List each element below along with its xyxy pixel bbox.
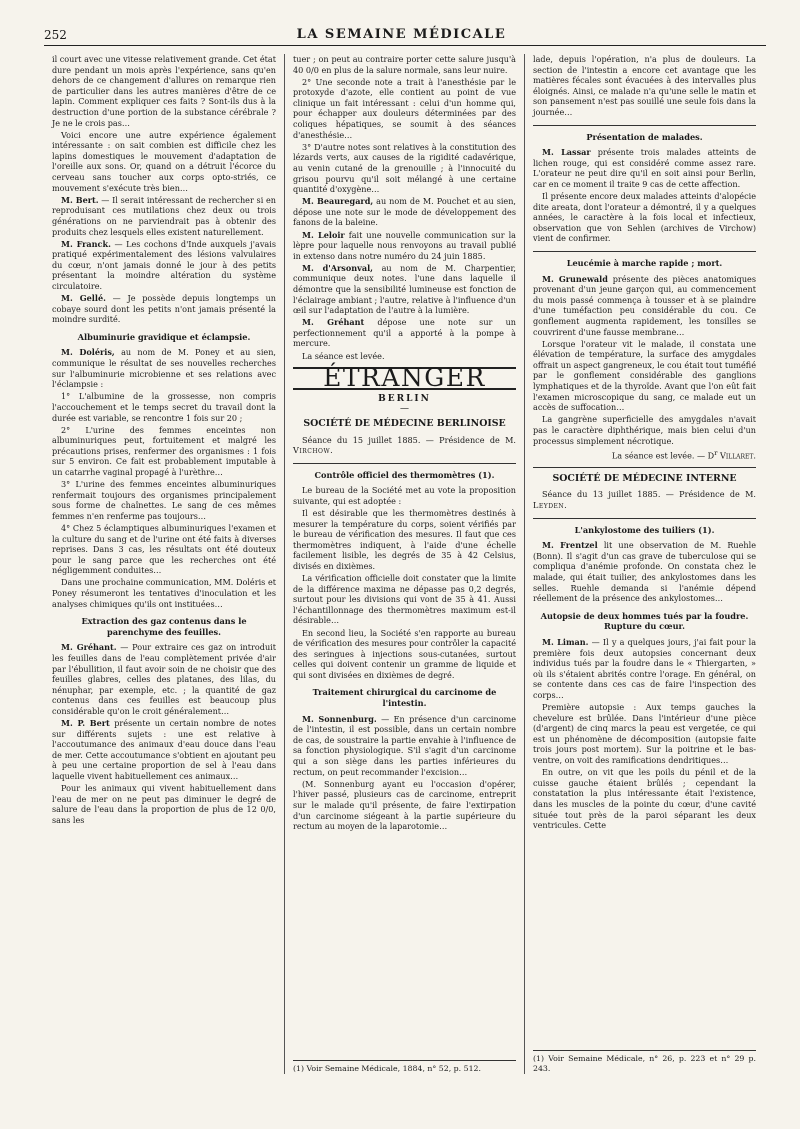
paragraph: La gangrène superficielle des amygdales n'avait pas le caractère diphthérique, mais bien celui d'un processus simplement nécrotique.: [533, 414, 756, 446]
speaker-paragraph: [293, 196, 516, 228]
paragraph: lade, depuis l'opération, n'a plus de douleurs. La section de l'intestin a encore cet avantage que les matières fécales sont évacuées à des intervalles plus éloignés. Ainsi, ce malade n'a qu'une selle le matin et son pansement n'est pas souillé une seule fois dans la journée…: [533, 54, 756, 117]
paragraph: 2° Une seconde note a trait à l'anesthésie par le protoxyde d'azote, elle contient au point de vue clinique un fait intéressant : celui d'un homme qui, pour échapper aux douleurs déterminées par des coliques hépatiques, se soumit à des séances d'anesthésie…: [293, 76, 516, 140]
speaker-text: — Il serait intéressant de rechercher si en reproduisant ces mutilations chez deux ou trois générations on ne parviendrait pas à obtenir des produits chez lesquels elles existent naturellement.: [52, 194, 277, 237]
speaker-paragraph: [52, 642, 276, 716]
speaker-paragraph: [52, 195, 276, 237]
session-date: Séance du 13 juillet 1885. — Présidence de M.: [542, 489, 756, 500]
etranger-heading: ÉTRANGER: [293, 367, 516, 390]
speaker-paragraph: [293, 317, 516, 349]
speaker-text: dépose une note sur un perfectionnement qu'il a apporté à la pompe à mercure.: [293, 317, 516, 349]
speaker-text: — Il y a quelques jours, j'ai fait pour la première fois deux autopsies concernant deux individus tués par la foudre dans le « Thiergarten, » où ils s'étaient abrités contre l'orage. En général, on se contente dans ces cas de faire l'inspection des corps…: [533, 637, 757, 700]
section-heading: Albuminurie gravidique et éclampsie.: [77, 331, 251, 342]
paragraph: (M. Sonnenburg ayant eu l'occasion d'opérer, l'hiver passé, plusieurs cas de carcinome, entreprit sur le malade qu'il présente, de faire l'extirpation d'un carcinome siégeant à la partie supérieure du rectum au moyen de la laparotomie…: [293, 778, 516, 832]
session-meta: [293, 435, 516, 456]
speaker-name: M. Gréhant.: [61, 642, 117, 653]
speaker-paragraph: [293, 230, 516, 262]
footnote: (1) Voir Semaine Médicale, n° 26, p. 223 et n° 29 p. 243.: [533, 1050, 756, 1074]
paragraph: La vérification officielle doit constater que la limite de la différence maxima ne dépasse pas 0,2 degrés, surtout pour les divisions qui vont de 35 à 41. Aussi l'échantillonnage des thermomètres maximum est-il désirable…: [293, 573, 516, 626]
paragraph: Il présente encore deux malades atteints d'alopécie dite areata, dont l'orateur a démontré, il y a quelques années, le caractère à la fois local et infectieux, observation que von Sehlen (archives de Virchow) vient de confirmer.: [533, 191, 756, 244]
speaker-name: M. d'Arsonval,: [302, 262, 373, 273]
page-header: [44, 22, 766, 46]
paragraph: tuer ; on peut au contraire porter cette salure jusqu'à 40 0/0 en plus de la salure normale, sans leur nuire.: [293, 54, 516, 75]
speaker-paragraph: [293, 714, 516, 778]
section-heading: Leucémie à marche rapide ; mort.: [533, 251, 756, 269]
speaker-text: présente trois malades atteints de lichen rouge, qui est considéré comme assez rare. L'orateur ne peut dire qu'il en soit ainsi pour Berlin, car en ce moment il traite 9 cas de cette affection.: [533, 147, 757, 189]
paragraph: Lorsque l'orateur vit le malade, il constata une élévation de température, la surface des amygdales offrait un aspect gangreneux, le cou était tout tuméfié par le gonflement considérable des ganglions lymphatiques et de la thyroïde. Avant que l'on eût fait l'examen microscopique du sang, ce malade eut un accès de suffocation…: [533, 338, 756, 413]
author-name: Villaret.: [720, 450, 756, 461]
text-columns: [44, 54, 766, 1074]
session-date: Séance du 15 juillet 1885. — Présidence de M.: [302, 434, 516, 445]
journal-title: LA SEMAINE MÉDICALE: [296, 27, 507, 42]
paragraph: Dans une prochaine communication, MM. Doléris et Poney résumeront les tentatives d'inoculation et les analyses chimiques qu'ils ont instituées…: [52, 577, 276, 609]
list-item: 2° L'urine des femmes enceintes non albuminuriques peut, fortuitement et malgré les précautions prises, renfermer des organismes : 1 fois sur 5 environ. Ce fait est probablement imputable à un catarrhe vaginal propagé à l'urèthre…: [52, 424, 276, 477]
society-heading: SOCIÉTÉ DE MÉDECINE INTERNE: [533, 467, 756, 485]
speaker-text: présente un certain nombre de notes sur différents sujets : une est relative à l'accoutumance des animaux d'eau douce dans l'eau de mer. Cette accoutumance s'obtient en ajoutant peu à peu une certaine proportion de sel à l'eau dans laquelle vivent habituellement ces animaux…: [52, 718, 276, 781]
speaker-text: — En présence d'un carcinome de l'intestin, il est possible, dans un certain nombre de cas, de soustraire la partie envahie à l'influence de sa fonction physiologique. S'il s'agit d'un carcinome qui a son siège dans les parties inférieures du rectum, on peut recommander l'excision…: [293, 713, 516, 777]
speaker-name: M. Franck.: [61, 238, 111, 249]
society-heading: SOCIÉTÉ DE MÉDECINE BERLINOISE: [303, 417, 506, 429]
speaker-text: au nom de M. Charpentier, communique deux notes. l'une dans laquelle il démontre que la sensibilité lumineuse est fonction de l'éclairage ambiant ; l'autre, relative à l'influence d'un œil sur l'adaptation de l'autre à la lumière.: [293, 262, 516, 316]
paragraph: Pour les animaux qui vivent habituellement dans l'eau de mer on ne peut pas diminuer le degré de salure de l'eau dans la proportion de plus de 12 0/0, sans les: [52, 783, 276, 825]
list-item: 3° L'urine des femmes enceintes albuminuriques renfermait toujours des organismes principalement sous forme de chaînettes. Le sang de ces mêmes femmes n'en renferme pas toujours…: [52, 479, 276, 521]
session-president: Leyden.: [533, 500, 568, 511]
speaker-paragraph: [533, 274, 756, 338]
session-end-sup: r: [714, 448, 718, 457]
speaker-paragraph: [533, 540, 756, 604]
section-heading: Présentation de malades.: [533, 125, 756, 143]
speaker-name: M. Frentzel: [542, 540, 598, 551]
speaker-paragraph: [52, 718, 276, 782]
speaker-text: au nom de M. Pouchet et au sien, dépose une note sur le mode de développement des fanons de la baleine.: [293, 196, 517, 228]
section-heading: Extraction des gaz contenus dans le parenchyme des feuilles.: [81, 616, 247, 637]
column-3: [524, 54, 764, 1074]
speaker-text: au nom de M. Poney et au sien, communique le résultat de ses nouvelles recherches sur l'albuminurie microbienne et ses relations avec l'éclampsie :: [52, 347, 277, 390]
speaker-name: M. Lassar: [542, 147, 591, 158]
column-1: [44, 54, 284, 1074]
footnote: (1) Voir Semaine Médicale, 1884, n° 52, p. 512.: [293, 1060, 516, 1074]
session-end-text: La séance est levée. — D: [611, 450, 715, 461]
paragraph: En second lieu, la Société s'en rapporte au bureau de vérification des mesures pour contrôler la capacité des seringues à injections sous-cutanées, surtout celles qui doivent contenir un gramme de liquide et qui sont divisées en dixièmes de degré.: [293, 627, 516, 680]
section-heading: Autopsie de deux hommes tués par la foudre. Rupture du cœur.: [540, 610, 749, 632]
city-heading: BERLIN: [378, 393, 431, 404]
paragraph: Le bureau de la Société met au vote la proposition suivante, qui est adoptée :: [293, 485, 516, 506]
speaker-name: M. Beauregard,: [302, 196, 374, 207]
speaker-name: M. Gréhant: [302, 317, 365, 328]
speaker-text: — Les cochons d'Inde auxquels j'avais pratiqué expérimentalement des lésions valvulaires du cœur, n'ont jamais donné le jour à des petits présentant la moindre altération du système circulatoire.: [52, 238, 276, 291]
speaker-name: M. Gellé.: [61, 293, 106, 304]
speaker-name: M. P. Bert: [61, 718, 110, 729]
section-heading: L'ankylostome des tuiliers (1).: [533, 518, 756, 536]
speaker-text: fait une nouvelle communication sur la lèpre pour laquelle nous renvoyons au travail publié in extenso dans notre numéro du 24 juin 1885.: [293, 229, 517, 261]
paragraph: Voici encore une autre expérience également intéressante : on sait combien est difficile chez les lapins domestiques le mouvement d'adaptation de l'oreille aux sons. Or, quand on a détruit l'écorce du cerveau sans toucher aux corps opto-striés, ce mouvement s'exécute très bien…: [52, 129, 276, 193]
speaker-name: M. Leloir: [302, 229, 345, 240]
speaker-paragraph: [533, 147, 756, 189]
speaker-paragraph: [52, 239, 276, 292]
section-heading: Contrôle officiel des thermomètres (1).: [293, 463, 516, 481]
paragraph: il court avec une vitesse relativement grande. Cet état dure pendant un mois après l'expérience, sans qu'en dehors de ce changement d'allures on remarque rien de particulier dans les autres manières d'être de ce lapin. Comment expliquer ces faits ? Sont-ils dus à la destruction d'une portion de la substance cérébrale ? Je ne le crois pas…: [52, 54, 276, 128]
session-end: La séance est levée.: [302, 350, 385, 361]
speaker-text: — Pour extraire ces gaz on introduit les feuilles dans de l'eau complètement privée d'air par l'ébullition, il faut avoir soin de ne choisir que des feuilles glabres, celles des platanes, des lilas, du nénuphar, par exemple, etc. ; la quantité de gaz contenus dans ces feuilles est beaucoup plus considérable qu'on le croit généralement…: [52, 642, 276, 716]
speaker-text: lit une observation de M. Ruehle (Bonn). Il s'agit d'un cas grave de tuberculose qui se compliqua d'anémie profonde. On constata chez le malade, qui était tuilier, des ankylostomes dans les selles. Ruehle demanda si l'anémie dépend réellement de la présence des ankylostomes…: [533, 540, 757, 604]
speaker-name: M. Grunewald: [542, 273, 608, 284]
paragraph: En outre, on vit que les poils du pénil et de la cuisse gauche étaient brûlés ; cependant la constatation la plus intéressante était l'existence, dans les muscles de la pointe du cœur, d'une cavité située tout près de la paroi séparant les deux ventricules. Cette: [533, 767, 756, 831]
city-dash: —: [400, 404, 409, 415]
speaker-paragraph: [52, 293, 276, 325]
speaker-name: M. Bert.: [61, 194, 99, 205]
paragraph: 3° D'autre notes sont relatives à la constitution des lézards verts, aux causes de la rigidité cadavérique, au venin cutané de la grenouille ; à l'innocuité du grisou pourvu qu'il soit mélangé à une certaine quantité d'oxygène…: [293, 141, 516, 195]
section-heading: Traitement chirurgical du carcinome de l'intestin.: [312, 687, 497, 709]
speaker-paragraph: [533, 637, 756, 701]
session-meta: [533, 489, 756, 510]
paragraph: Il est désirable que les thermomètres destinés à mesurer la température du corps, soient vérifiés par le bureau de vérification des mesures. Il faut que ces thermomètres indiquent, à l'aide d'une échelle facilement lisible, les degrés de 35 à 42 Celsius, divisés en dixièmes.: [293, 507, 516, 571]
speaker-text: — Je possède depuis longtemps un cobaye sourd dont les petits n'ont jamais présenté la moindre surdité.: [52, 293, 276, 325]
session-end: [533, 448, 756, 461]
list-item: 4° Chez 5 éclamptiques albuminuriques l'examen et la culture du sang et de l'urine ont été faits à diverses reprises. Dans 3 cas, les résultats ont été douteux pour le sang parce que les recherches ont été négligemment conduites…: [52, 522, 276, 576]
list-item: 1° L'albumine de la grossesse, non compris l'accouchement et le temps secret du travail dont la durée est variable, se rencontre 1 fois sur 20 ;: [52, 391, 276, 423]
speaker-name: M. Doléris,: [61, 347, 115, 358]
column-2: [284, 54, 524, 1074]
paragraph: Première autopsie : Aux temps gauches la chevelure est brûlée. Dans l'intérieur d'une pièce (d'argent) de cinq marcs la peau est vergetée, ce qui est un phénomène de décomposition (autopsie faite trois jours post mortem). Sur la poitrine et le bas-ventre, on voit des ramifications dendritiques…: [533, 702, 756, 766]
speaker-text: présente des pièces anatomiques provenant d'un jeune garçon qui, au commencement du mois passé commença à tousser et à se plaindre d'une tuméfaction peu considérable du cou. Ce gonflement augmenta rapidement, les tonsilles se couvrirent d'une fausse membrane…: [533, 273, 756, 337]
speaker-name: M. Liman.: [542, 637, 589, 647]
session-president: Virchow.: [293, 445, 334, 456]
speaker-paragraph: [293, 263, 516, 316]
speaker-paragraph: [52, 347, 276, 389]
speaker-name: M. Sonnenburg.: [302, 713, 377, 724]
page-number: 252: [44, 28, 67, 42]
